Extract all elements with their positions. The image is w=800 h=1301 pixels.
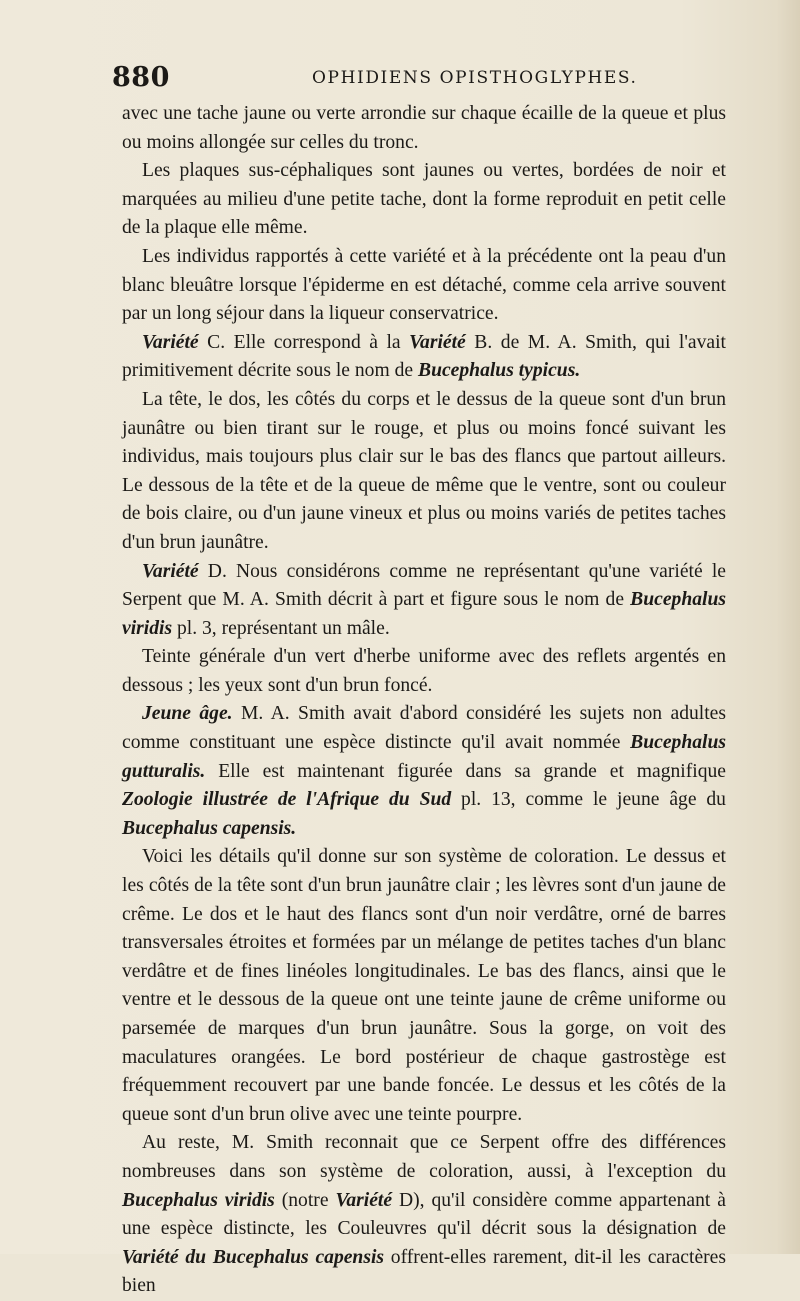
text-run: C. Elle correspond à la [198, 331, 410, 353]
text-run: D), qu'il considère comme appartenant à une espèce distincte, les Couleuvres qu'il décrit sous la désignation de [122, 1189, 726, 1240]
italic-term: Variété [142, 560, 199, 582]
page-number: 880 [112, 62, 170, 93]
text-run: Les plaques sus-céphaliques sont jaunes ou vertes, bordées de noir et marquées au milieu d'une petite tache, dont la forme reproduit en petit celle de la plaque elle même. [122, 160, 726, 239]
text-run: Elle est maintenant figurée dans sa grande et magnifique [205, 760, 726, 782]
text-run: pl. 13, comme le jeune âge du [451, 789, 726, 811]
text-run: pl. 3, représentant un mâle. [172, 617, 390, 639]
italic-term: Bucephalus capensis. [122, 817, 297, 839]
text-run: (notre [274, 1189, 336, 1211]
text-run: La tête, le dos, les côtés du corps et le dessus de la queue sont d'un brun jaunâtre ou bien tirant sur le rouge, et plus ou moins foncé suivant les individus, mais toujours plus clair sur le bas des flancs que partout ailleurs. Le dessous de la tête et de la queue de même que le ventre, sont ou couleur de bois claire, ou d'un jaune vineux et plus ou moins variés de petites taches d'un brun jaunâtre. [122, 388, 726, 553]
paragraph [122, 157, 726, 243]
text-run: offrent-elles rarement, dit-il les caractères bien [122, 1246, 726, 1297]
italic-term: Bucephalus typicus. [418, 360, 581, 382]
paragraph [122, 1129, 726, 1301]
paragraph [122, 386, 726, 558]
text-run: Les individus rapportés à cette variété et à la précédente ont la peau d'un blanc bleuâtre lorsque l'épiderme en est détaché, comme cela arrive souvent par un long séjour dans la liqueur conservatrice. [122, 245, 726, 325]
italic-term: Variété [409, 331, 466, 353]
paragraph [122, 243, 726, 329]
italic-term: Bucephalus viridis [122, 589, 726, 639]
text-run: avec une tache jaune ou verte arrondie sur chaque écaille de la queue et plus ou moins allongée sur celles du tronc. [122, 103, 726, 153]
body-text [122, 100, 726, 1301]
italic-term: Variété [335, 1189, 393, 1211]
text-run: Teinte générale d'un vert d'herbe uniforme avec des reflets argentés en dessous ; les yeux sont d'un brun foncé. [122, 646, 726, 696]
page-header [112, 62, 732, 92]
text-run: B. de M. A. Smith, qui l'avait primitivement décrite sous le nom de [122, 331, 726, 382]
paragraph [122, 843, 726, 1129]
italic-term: Bucephalus gutturalis. [122, 732, 726, 782]
paragraph [122, 100, 726, 157]
text-run: Voici les détails qu'il donne sur son système de coloration. Le dessus et les côtés de la tête sont d'un brun jaunâtre clair ; les lèvres sont d'un jaune de crême. Le dos et le haut des flancs sont d'un noir verdâtre, orné de barres transversales étroites et formées par un mélange de petites taches d'un blanc verdâtre et de fines linéoles longitudinales. Le bas des flancs, ainsi que le ventre et le dessous de la queue ont une teinte jaune de crême uniforme ou parsemée de marques d'un brun jaunâtre. Sous la gorge, on voit des maculatures orangées. Le bord postérieur de chaque gastrostège est fréquemment recouvert par une bande foncée. Le dessus et les côtés de la queue sont d'un brun olive avec une teinte pourpre. [122, 846, 726, 1125]
paragraph [122, 700, 726, 843]
text-run: Au reste, M. Smith reconnait que ce Serpent offre des différences nombreuses dans son système de coloration, aussi, à l'exception du [122, 1132, 726, 1182]
text-run: D. Nous considérons comme ne représentant qu'une variété le Serpent que M. A. Smith décrit à part et figure sous le nom de [122, 560, 726, 611]
italic-term: Variété du Bucephalus capensis [122, 1246, 385, 1268]
paragraph [122, 643, 726, 700]
running-head: OPHIDIENS OPISTHOGLYPHES. [312, 68, 638, 88]
italic-term: Bucephalus viridis [122, 1189, 275, 1211]
italic-term: Jeune âge. [142, 703, 233, 725]
italic-term: Zoologie illustrée de l'Afrique du Sud [122, 789, 452, 811]
italic-term: Variété [142, 331, 199, 353]
paragraph [122, 329, 726, 386]
text-run: M. A. Smith avait d'abord considéré les sujets non adultes comme constituant une espèce distincte qu'il avait nommée [122, 703, 726, 754]
paragraph [122, 558, 726, 644]
